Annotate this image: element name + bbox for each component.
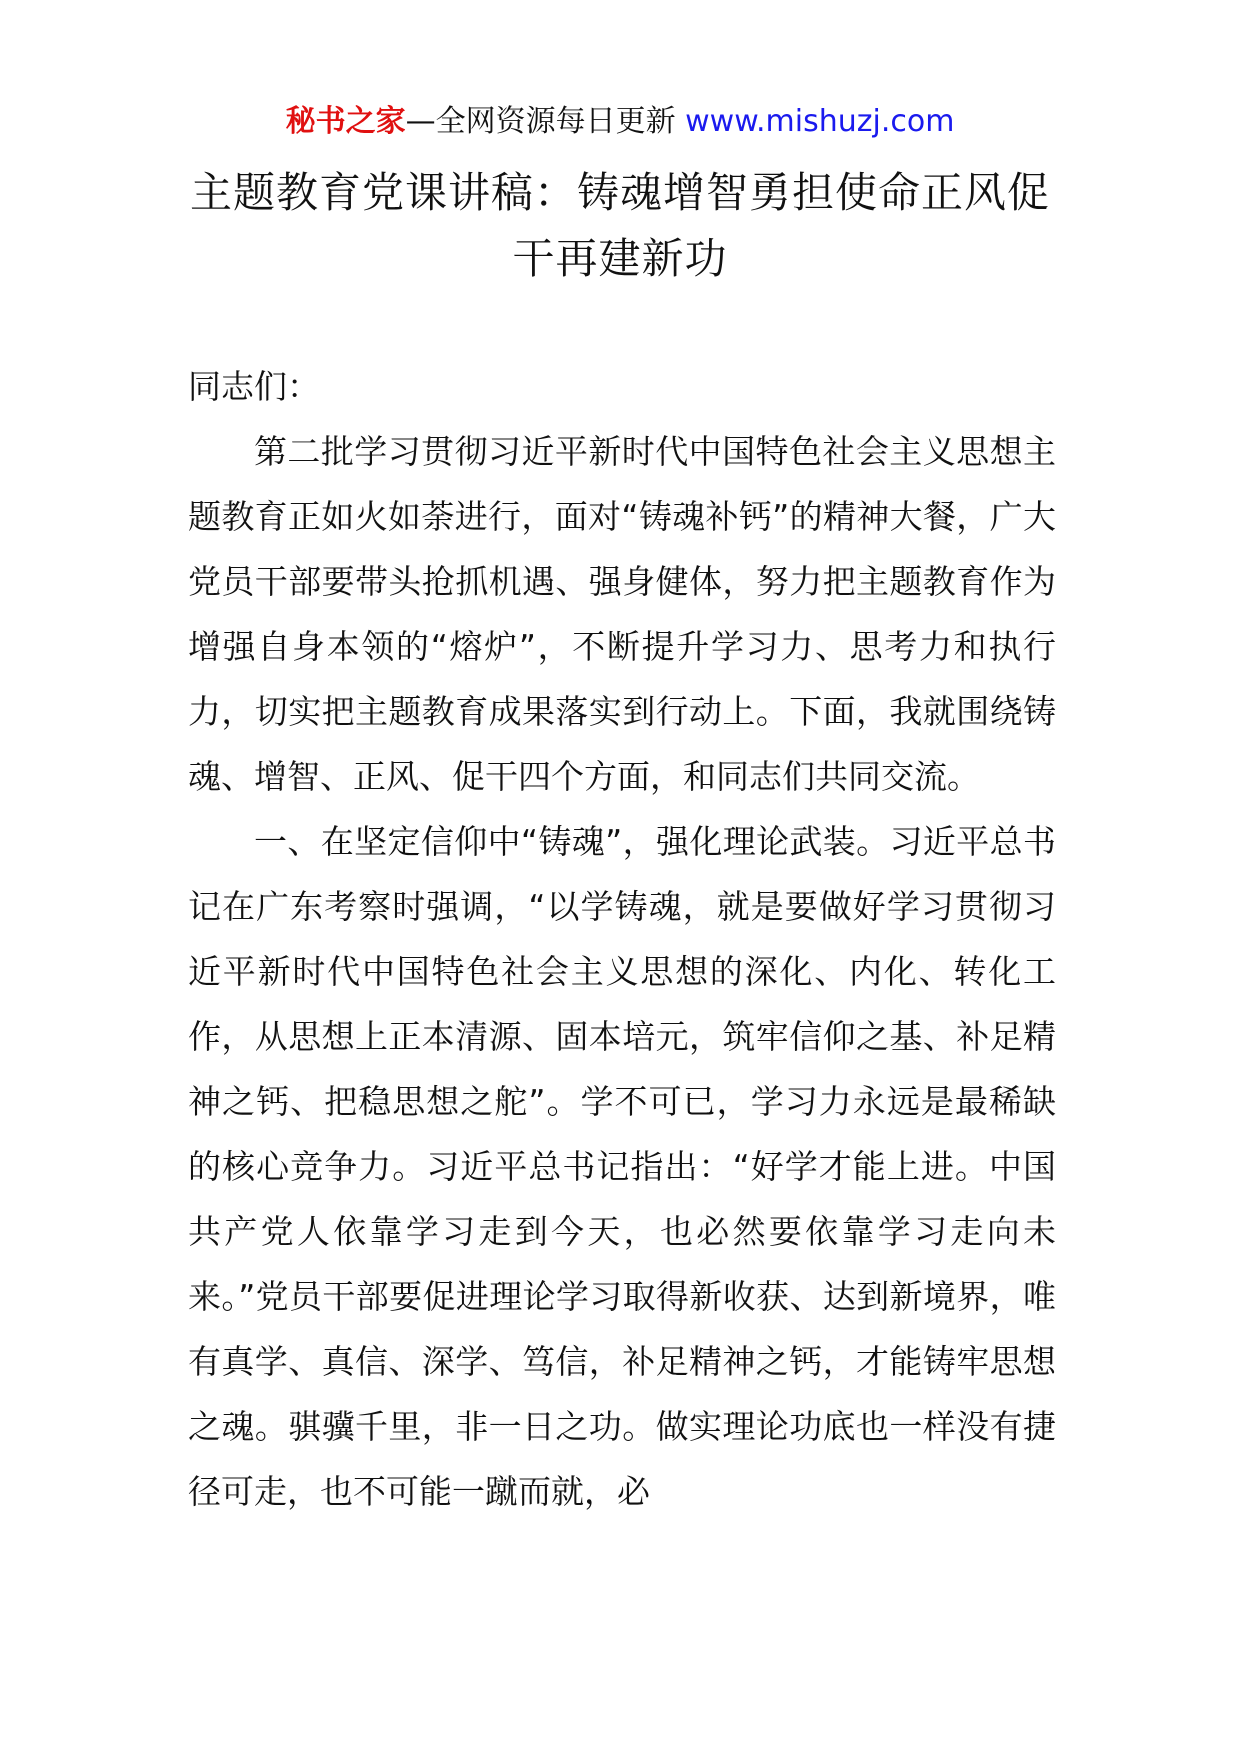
- section-1-heading: 一、在坚定信仰中“铸魂”，强化理论武装。: [254, 822, 890, 861]
- document-body: [188, 354, 1056, 1524]
- section-1-text: 习近平总书记在广东考察时强调，“以学铸魂，就是要做好学习贯彻习近平新时代中国特色社会主义思想的深化、内化、转化工作，从思想上正本清源、固本培元，筑牢信仰之基、补足精神之钙、把稳思想之舵”。学不可已，学习力永远是最稀缺的核心竞争力。习近平总书记指出：“好学才能上进。中国共产党人依靠学习走到今天，也必然要依靠学习走向未来。”党员干部要促进理论学习取得新收获、达到新境界，唯有真学、真信、深学、笃信，补足精神之钙，才能铸牢思想之魂。骐骥千里，非一日之功。做实理论功底也一样没有捷径可走，也不可能一蹴而就，必: [188, 822, 1056, 1511]
- site-tagline: —全网资源每日更新: [405, 104, 686, 139]
- document-title: 主题教育党课讲稿：铸魂增智勇担使命正风促干再建新功: [189, 168, 1050, 283]
- section-1-paragraph: [188, 809, 1056, 1524]
- site-header: [0, 100, 1240, 144]
- intro-paragraph: 第二批学习贯彻习近平新时代中国特色社会主义思想主题教育正如火如荼进行，面对“铸魂补钙”的精神大餐，广大党员干部要带头抢抓机遇、强身健体，努力把主题教育作为增强自身本领的“熔炉”，不断提升学习力、思考力和执行力，切实把主题教育成果落实到行动上。下面，我就围绕铸魂、增智、正风、促干四个方面，和同志们共同交流。: [188, 432, 1056, 796]
- salutation: 同志们：: [188, 367, 320, 406]
- site-brand: 秘书之家: [285, 104, 406, 139]
- site-url-link[interactable]: www.mishuzj.com: [685, 104, 955, 139]
